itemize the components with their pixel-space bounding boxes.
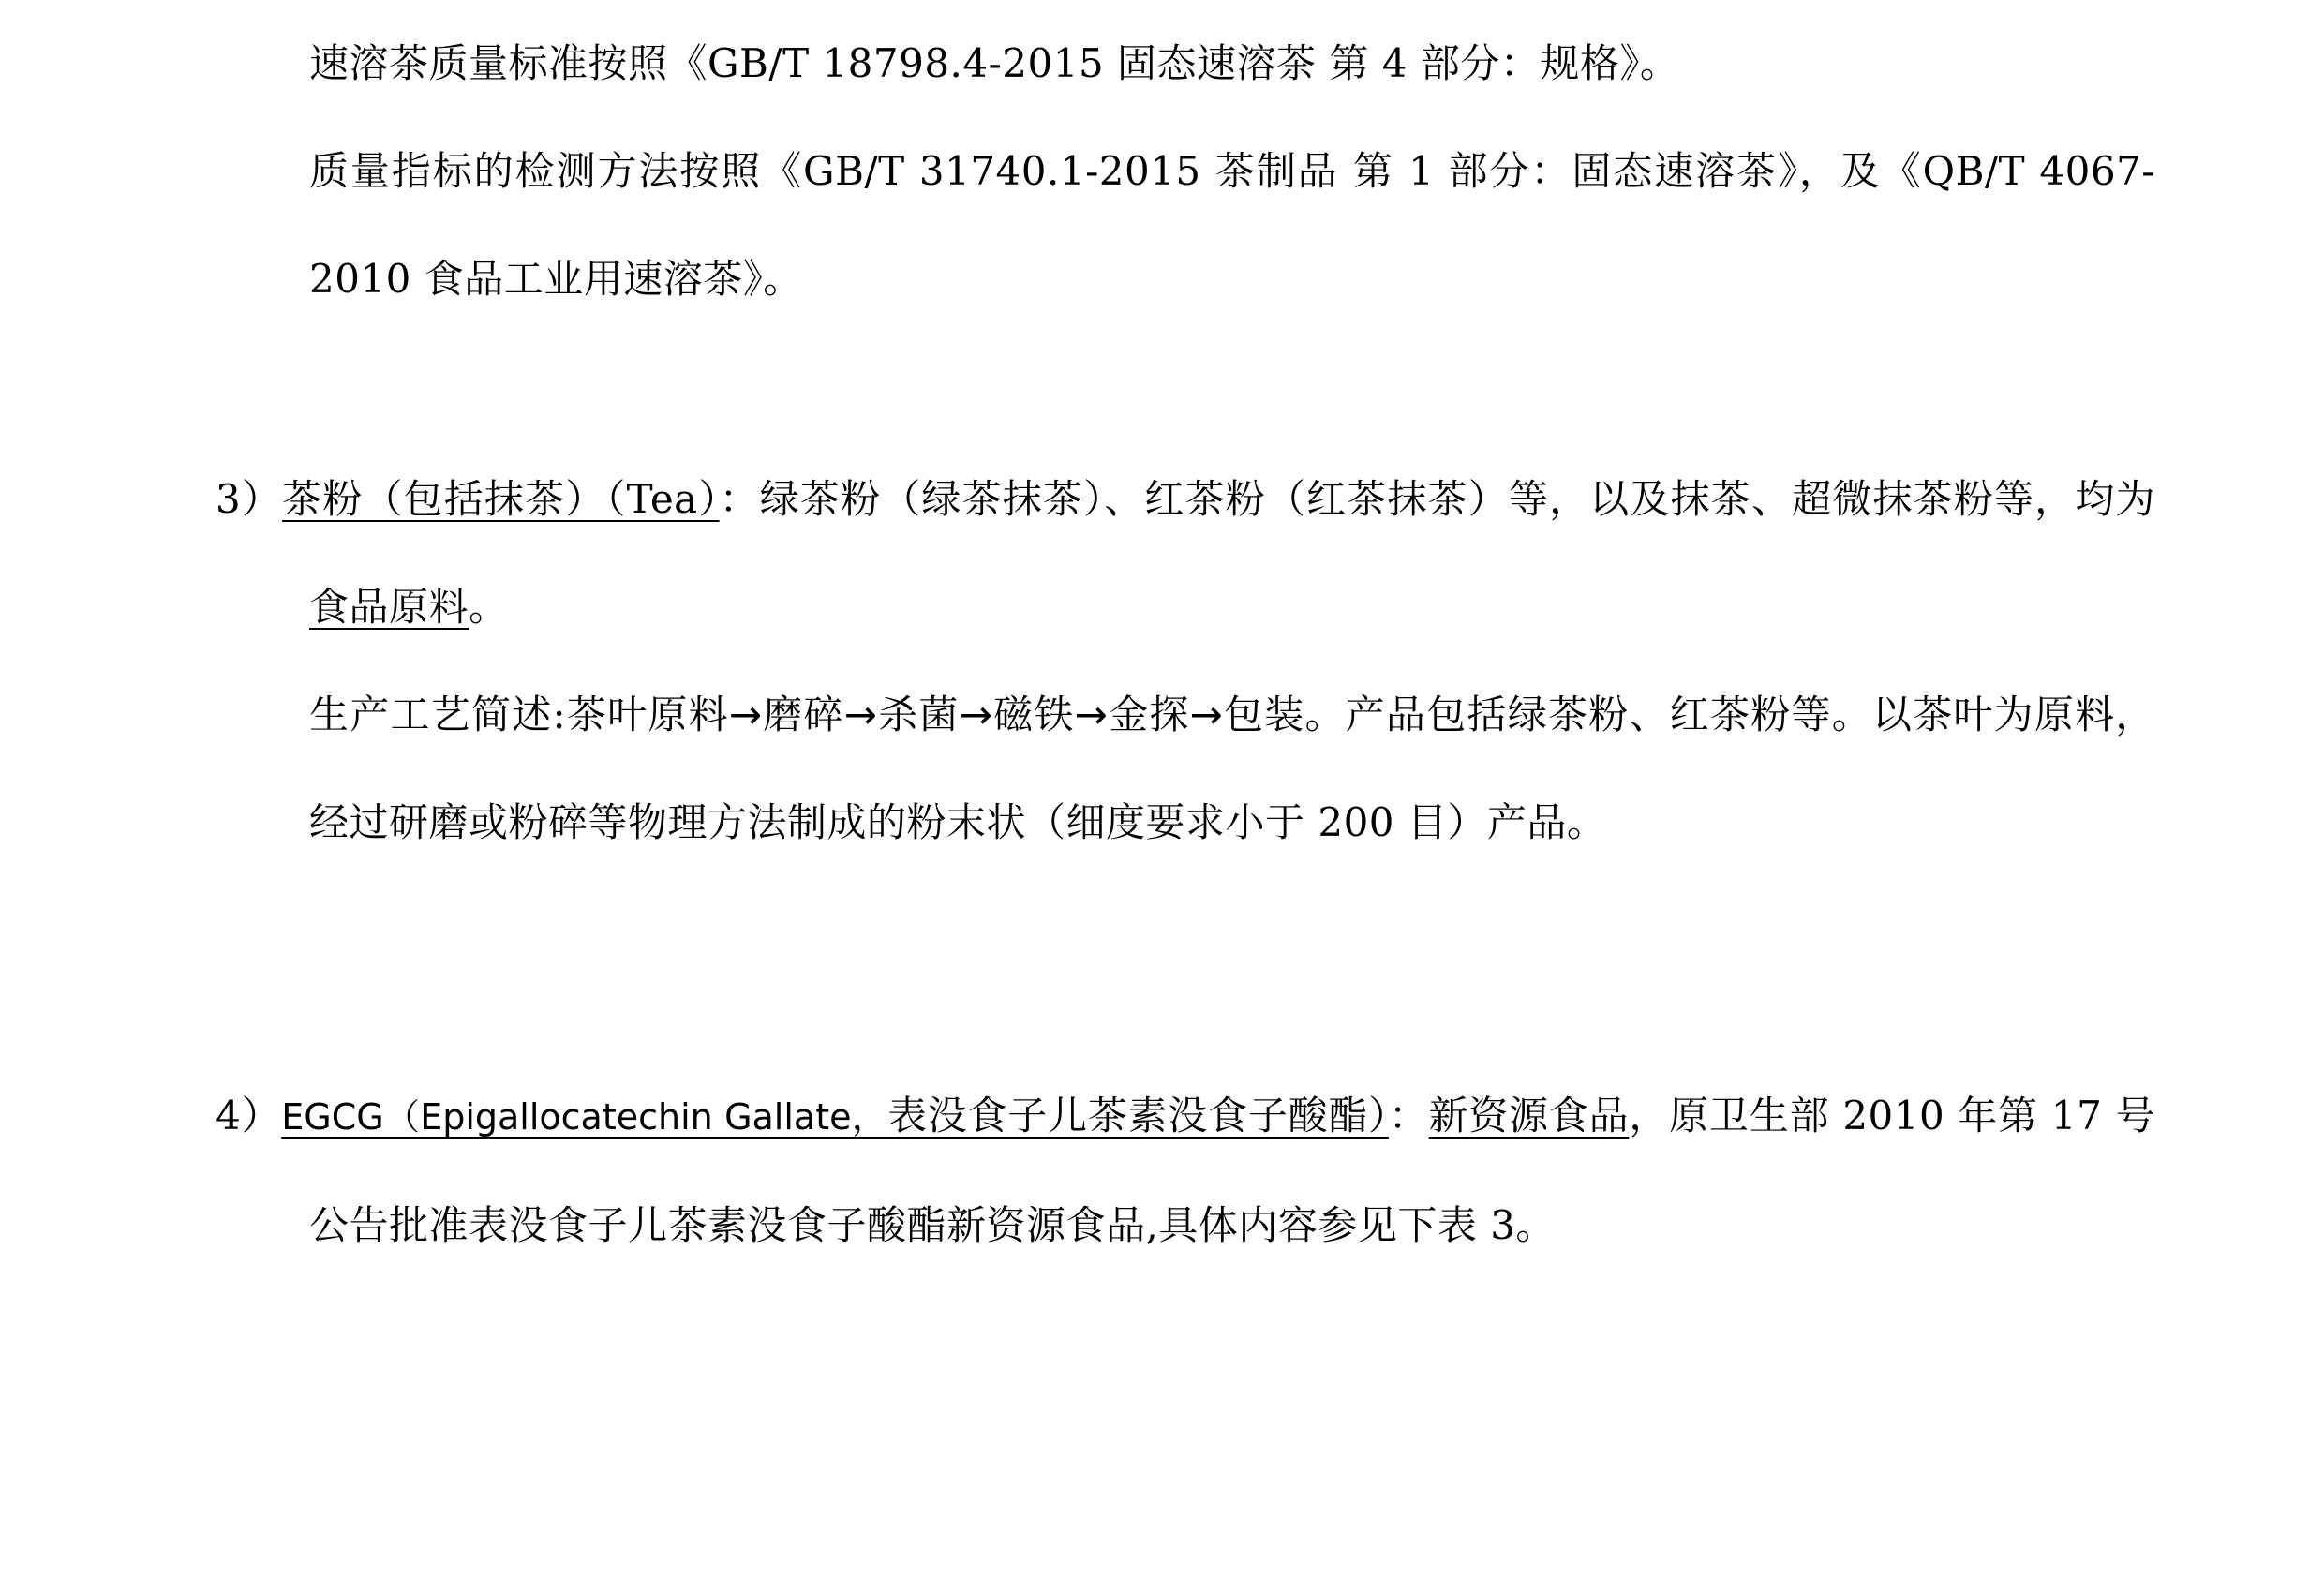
paragraph-testing-methods — [216, 117, 2155, 333]
process-arrow-3: → — [959, 692, 993, 737]
paragraph-text: 速溶茶质量标准按照《GB/T 18798.4-2015 固态速溶茶 第 4 部分：规格》。 — [309, 40, 1680, 86]
item-4-body: ，原卫生部 2010 年第 17 号公告批准表没食子儿茶素没食子酸酯新资源食品,具体内容参见下表 3。 — [309, 1093, 2155, 1248]
spacer — [216, 333, 2155, 445]
item-3-heading-paragraph — [216, 445, 2155, 661]
item-3-description: 产品包括绿茶粉、红茶粉等。以茶叶为原料，经过研磨或粉碎等物理方法制成的粉末状（细度要求小于 200 目）产品。 — [309, 692, 2155, 845]
process-step-5: 金探 — [1108, 692, 1190, 737]
item-3-underlined-tail: 食品原料 — [309, 584, 469, 630]
item-3-period: 。 — [469, 584, 509, 630]
item-4-paragraph — [216, 1062, 2155, 1279]
process-step-2: 磨碎 — [762, 692, 844, 737]
document-body — [216, 0, 2155, 1279]
process-arrow-2: → — [843, 692, 878, 737]
process-end: 。 — [1304, 692, 1346, 737]
item-3-title: 茶粉（包括抹茶）（Tea） — [282, 476, 720, 522]
item-4-title-cn: 表没食子儿茶素没食子酸酯） — [887, 1093, 1389, 1139]
process-step-3: 杀菌 — [877, 692, 960, 737]
item-4-lead-underlined: 新资源食品 — [1428, 1093, 1630, 1139]
process-step-1: 茶叶原料 — [566, 692, 729, 737]
process-arrow-1: → — [728, 692, 763, 737]
paragraph-text: 质量指标的检测方法按照《GB/T 31740.1-2015 茶制品 第 1 部分：固态速溶茶》，及《QB/T 4067-2010 食品工业用速溶茶》。 — [309, 148, 2155, 302]
item-3-colon: ： — [719, 476, 760, 522]
process-step-4: 磁铁 — [992, 692, 1075, 737]
item-3-body: 绿茶粉（绿茶抹茶）、红茶粉（红茶抹茶）等，以及抹茶、超微抹茶粉等，均为 — [759, 476, 2155, 522]
paragraph-instant-tea-standard — [216, 9, 2155, 117]
spacer — [216, 876, 2155, 989]
process-label: 生产工艺简述: — [309, 692, 567, 737]
item-4-title-latin: EGCG（Epigallocatechin Gallate， — [281, 1096, 887, 1138]
process-arrow-4: → — [1074, 692, 1109, 737]
item-4-number: 4） — [216, 1093, 282, 1139]
item-3-process-paragraph — [216, 661, 2155, 876]
process-step-6: 包装 — [1223, 692, 1305, 737]
spacer — [216, 989, 2155, 1062]
process-arrow-5: → — [1189, 692, 1224, 737]
item-3-number: 3） — [216, 476, 283, 522]
item-4-colon: ： — [1388, 1093, 1429, 1139]
